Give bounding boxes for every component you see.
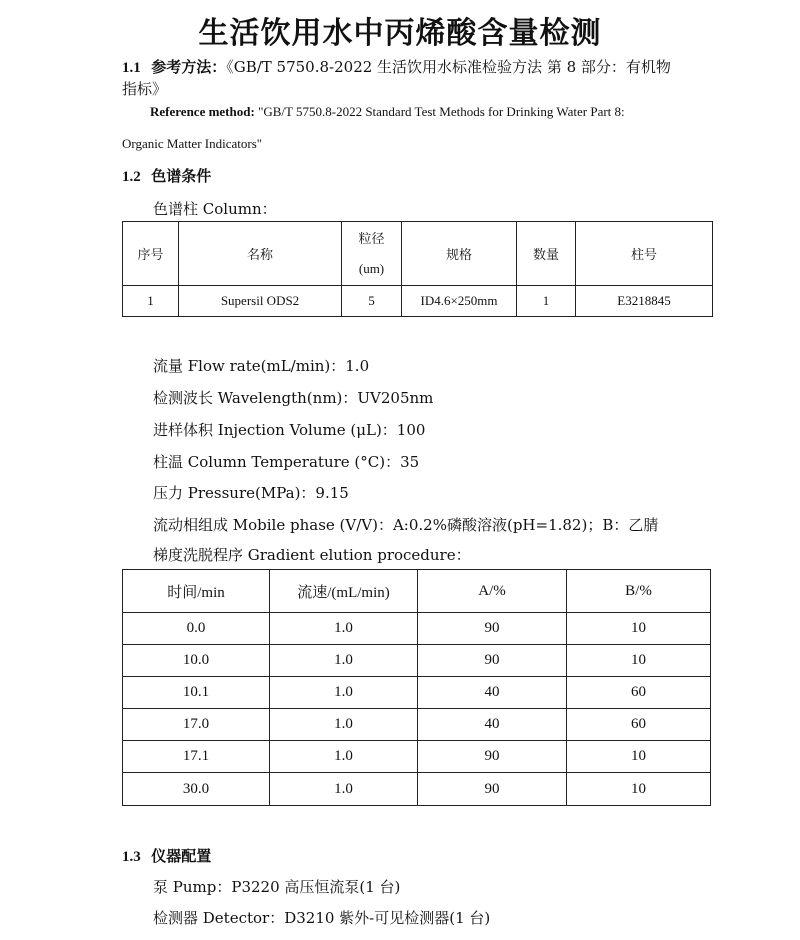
header-line: (um) (358, 260, 385, 276)
table-cell: ID4.6×250mm (402, 286, 517, 317)
table-cell: 90 (418, 773, 567, 806)
section-1-2-heading (122, 165, 211, 186)
table-cell: 1.0 (270, 741, 418, 773)
reference-method-text: "GB/T 5750.8-2022 Standard Test Methods for Drinking Water Part 8: (254, 104, 625, 119)
table-header-cell: 柱号 (576, 222, 713, 286)
table-cell: 60 (567, 709, 711, 741)
table-cell: 17.1 (123, 741, 270, 773)
table-header-cell: 流速/(mL/min) (270, 570, 418, 613)
table-cell: 10 (567, 613, 711, 645)
table-row (123, 645, 711, 677)
table-cell: 5 (342, 286, 402, 317)
table-cell: 1 (517, 286, 576, 317)
table-header-cell: A/% (418, 570, 567, 613)
table-cell: 0.0 (123, 613, 270, 645)
table-cell: 1.0 (270, 677, 418, 709)
instrument-detector: 检测器 Detector：D3210 紫外-可见检测器(1 台) (153, 909, 491, 927)
table-row (123, 773, 711, 806)
section-label: 色谱条件 (151, 167, 212, 185)
table-cell: 10 (567, 645, 711, 677)
reference-standard-line2: 指标》 (122, 80, 168, 98)
table-row (123, 741, 711, 773)
table-cell: 60 (567, 677, 711, 709)
table-cell: 10.1 (123, 677, 270, 709)
table-row (123, 677, 711, 709)
table-cell: 30.0 (123, 773, 270, 806)
table-cell: 40 (418, 709, 567, 741)
column-table (122, 221, 713, 317)
header-line: 粒径 (358, 230, 385, 246)
table-cell: 40 (418, 677, 567, 709)
table-cell: 10 (567, 741, 711, 773)
param-pressure: 压力 Pressure(MPa)：9.15 (153, 484, 349, 502)
section-1-3-heading (122, 845, 211, 866)
table-header-cell (342, 222, 402, 286)
gradient-table (122, 569, 711, 806)
param-gradient-label: 梯度洗脱程序 Gradient elution procedure： (153, 546, 471, 564)
instrument-pump: 泵 Pump：P3220 高压恒流泵(1 台) (153, 878, 401, 896)
table-cell: 90 (418, 645, 567, 677)
param-mobile-phase: 流动相组成 Mobile phase (V/V)：A:0.2%磷酸溶液(pH=1.82)；B：乙腈 (153, 516, 659, 534)
section-label: 参考方法： (151, 58, 227, 76)
param-wavelength: 检测波长 Wavelength(nm)：UV205nm (153, 389, 434, 407)
table-header-row (123, 570, 711, 613)
table-cell: Supersil ODS2 (179, 286, 342, 317)
reference-method-label: Reference method: (150, 104, 255, 119)
section-1-1-heading (122, 56, 671, 77)
table-header-cell: B/% (567, 570, 711, 613)
table-row (123, 286, 713, 317)
table-cell: 1.0 (270, 613, 418, 645)
table-cell: 1.0 (270, 645, 418, 677)
table-cell: 17.0 (123, 709, 270, 741)
table-header-cell: 名称 (179, 222, 342, 286)
table-row (123, 709, 711, 741)
param-column-temperature: 柱温 Column Temperature (°C)：35 (153, 453, 420, 471)
table-header-cell: 序号 (123, 222, 179, 286)
table-cell: 90 (418, 613, 567, 645)
reference-method-english-line2: Organic Matter Indicators" (122, 136, 263, 151)
table-header-cell: 数量 (517, 222, 576, 286)
section-number: 1.2 (122, 169, 141, 185)
table-cell: E3218845 (576, 286, 713, 317)
page-title: 生活饮用水中丙烯酸含量检测 (198, 16, 602, 51)
table-cell: 1.0 (270, 709, 418, 741)
table-cell: 90 (418, 741, 567, 773)
table-header-cell: 规格 (402, 222, 517, 286)
reference-method-english (150, 104, 625, 120)
reference-standard-line1: 《GB/T 5750.8-2022 生活饮用水标准检验方法 第 8 部分：有机物 (226, 58, 671, 76)
param-flow-rate: 流量 Flow rate(mL/min)：1.0 (153, 357, 370, 375)
table-cell: 1.0 (270, 773, 418, 806)
param-injection-volume: 进样体积 Injection Volume (μL)：100 (153, 421, 426, 439)
section-number: 1.1 (122, 60, 141, 76)
table-row (123, 613, 711, 645)
column-label: 色谱柱 Column： (153, 200, 277, 218)
table-cell: 10.0 (123, 645, 270, 677)
table-cell: 10 (567, 773, 711, 806)
table-header-row (123, 222, 713, 286)
section-number: 1.3 (122, 849, 141, 865)
table-header-cell: 时间/min (123, 570, 270, 613)
section-label: 仪器配置 (151, 847, 212, 865)
table-cell: 1 (123, 286, 179, 317)
